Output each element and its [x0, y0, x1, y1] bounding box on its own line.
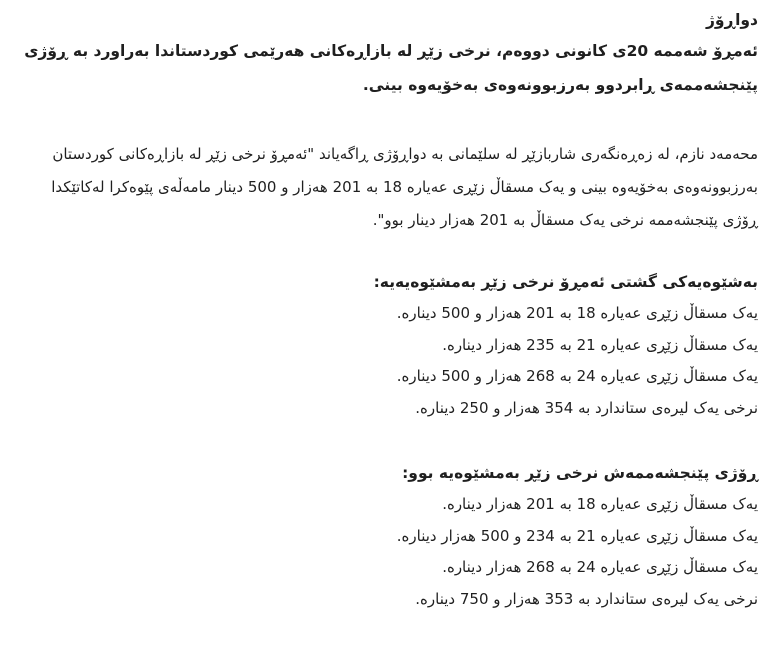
list-item: نرخی یەک لیرەی ستاندارد بە 353 هەزار و 750 دینارە.: [415, 589, 758, 608]
list-item: نرخی یەک لیرەی ستاندارد بە 354 هەزار و 250 دینارە.: [415, 398, 758, 417]
today-prices-list: [12, 298, 758, 424]
list-item: یەک مسقاڵ زێڕی عەیارە 21 بە 234 و 500 هەزار دینارە.: [396, 526, 758, 545]
list-item: یەک مسقاڵ زێڕی عەیارە 24 بە 268 هەزار دینارە.: [442, 558, 758, 576]
article-lead: ئەمڕۆ شەممە 20ی کانونی دووەم، نرخی زێڕ لە بازاڕەکانی هەرێمی کوردستاندا بەراورد بە ڕۆژی پێنجشەممەی ڕابردوو بەرزبوونەوەی بەخۆیەوە بینی.: [24, 42, 758, 94]
list-item: یەک مسقاڵ زێڕی عەیارە 18 بە 201 هەزار دینارە.: [442, 495, 758, 513]
today-prices-title: بەشێوەیەکی گشتی ئەمڕۆ نرخی زێڕ بەمشێوەیەیە:: [373, 273, 758, 291]
thursday-prices-list: [12, 489, 758, 615]
list-item: یەک مسقاڵ زێڕی عەیارە 24 بە 268 هەزار و 500 دینارە.: [396, 367, 758, 385]
list-item: یەک مسقاڵ زێڕی عەیارە 21 بە 235 هەزار دینارە.: [442, 335, 758, 354]
article-source: دواڕۆژ: [705, 11, 758, 29]
article-body: محەمەد نازم، لە زەڕەنگەری شاربازێڕ لە سلێمانی بە دواڕۆژی ڕاگەیاند "ئەمڕۆ نرخی زێڕ لە بازاڕەکانی کوردستان بەرزبوونەوەی بەخۆیەوە بینی و یەک مسقاڵ زێڕی عەیارە 18 بە 201 هەزار و 500 دینار مامەڵەی پێوەکرا لەکاتێکدا ڕۆژی پێنجشەممە نرخی یەک مسقاڵ بە 201 هەزار دینار بوو".: [51, 145, 758, 229]
thursday-prices-title: ڕۆژی پێنجشەممەش نرخی زێڕ بەمشێوەیە بوو:: [402, 464, 758, 482]
list-item: یەک مسقاڵ زێڕی عەیارە 18 بە 201 هەزار و 500 دینارە.: [396, 304, 758, 322]
